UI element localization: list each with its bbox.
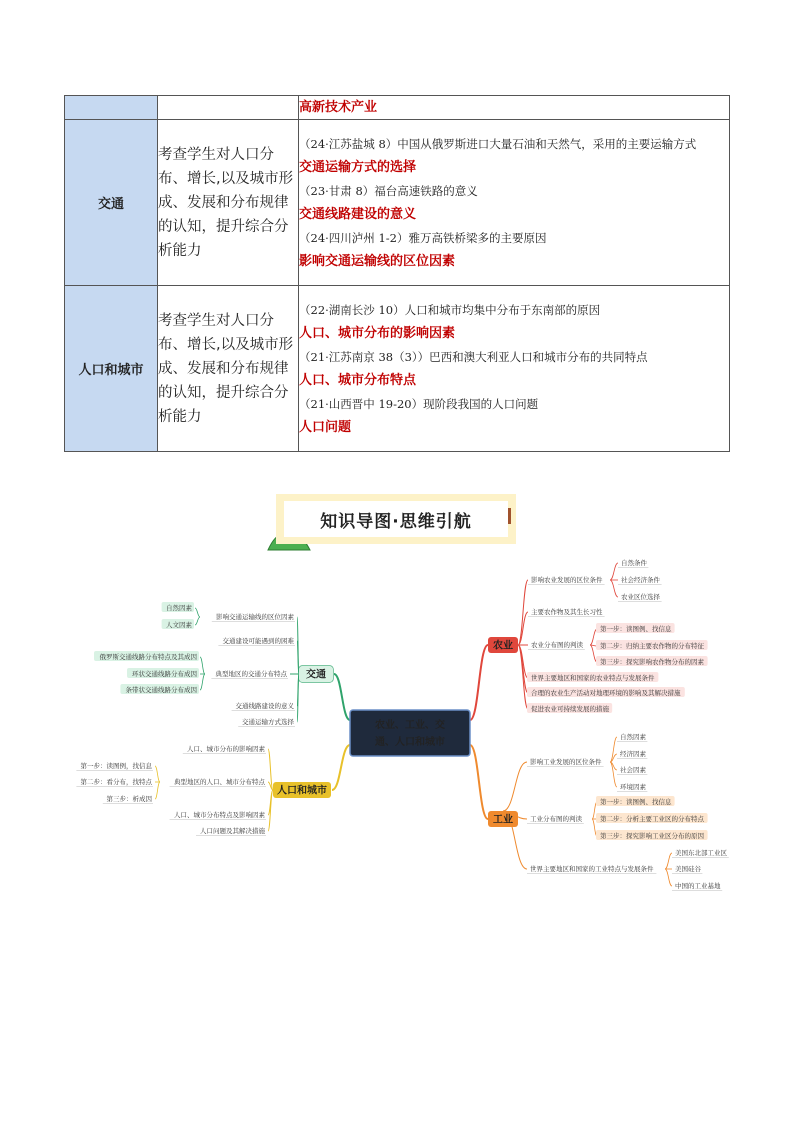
question-source: （22·湖南长沙 10）人口和城市均集中分布于东南部的原因 (299, 303, 601, 317)
agriculture-map-sub: 第三步：探究影响农作物分布的因素 (600, 658, 704, 666)
branch-agriculture-label: 农业 (493, 640, 513, 652)
agriculture-location-sub: 农业区位选择 (621, 593, 660, 601)
agriculture-location-sub: 自然条件 (621, 559, 647, 567)
industry-world-sub: 中国的工业基地 (675, 882, 721, 890)
industry-item: 工业分布图的判读 (530, 815, 582, 823)
table-row (65, 96, 730, 120)
agriculture-item: 促进农业可持续发展的措施 (531, 705, 609, 713)
agriculture-item: 农业分布图的判读 (531, 641, 583, 649)
branch-population-label: 人口和城市 (277, 785, 327, 797)
description-cell: 考查学生对人口分布、增长,以及城市形成、发展和分布规律的认知，提升综合分析能力 (158, 286, 299, 452)
industry-map-sub: 第一步：读图例、找信息 (600, 798, 672, 806)
transport-typical-sub: 俄罗斯交通线路分布特点及其成因 (99, 653, 197, 661)
industry-location-sub: 环境因素 (620, 783, 646, 791)
description-cell-empty (158, 96, 299, 120)
population-item: 人口问题及其解决措施 (200, 827, 265, 835)
knowledge-point: 交通线路建设的意义 (299, 207, 417, 222)
transport-item: 交通运输方式选择 (242, 718, 294, 726)
industry-location-sub: 经济因素 (620, 750, 646, 758)
agriculture-map-sub: 第二步：归纳主要农作物的分布特征 (600, 642, 704, 650)
knowledge-point: 高新技术产业 (299, 100, 378, 115)
population-item: 典型地区的人口、城市分布特点 (174, 778, 265, 786)
central-node (350, 710, 470, 756)
industry-map-sub: 第二步：分析主要工业区的分布特点 (600, 815, 704, 823)
question-source: （23·甘肃 8）福台高速铁路的意义 (299, 184, 478, 198)
industry-location-sub: 自然因素 (620, 733, 646, 741)
question-source: （24·四川泸州 1-2）雅万高铁桥梁多的主要原因 (299, 231, 547, 245)
agriculture-location-sub: 社会经济条件 (621, 576, 660, 584)
industry-item: 世界主要地区和国家的工业特点与发展条件 (530, 865, 654, 873)
industry-item: 影响工业发展的区位条件 (530, 758, 602, 766)
content-cell (299, 286, 730, 452)
transport-typical-sub: 条带状交通线路分布成因 (125, 686, 197, 694)
agriculture-item: 影响农业发展的区位条件 (531, 576, 603, 584)
category-cell: 人口和城市 (65, 286, 158, 452)
population-step-sub: 第三步：析成因 (106, 795, 152, 803)
transport-item: 典型地区的交通分布特点 (215, 670, 287, 678)
question-source: （24·江苏盐城 8）中国从俄罗斯进口大量石油和天然气，采用的主要运输方式 (299, 137, 697, 151)
population-step-sub: 第一步：读图例，找信息 (80, 762, 152, 770)
agriculture-item: 合理的农业生产活动对地理环境的影响及其解决措施 (531, 689, 681, 697)
section-title: 知识导图·思维引航 (320, 511, 472, 532)
population-item: 人口、城市分布的影响因素 (187, 745, 265, 753)
transport-item: 交通线路建设的意义 (235, 702, 294, 710)
branch-transport-label: 交通 (306, 669, 326, 681)
category-cell-empty (65, 96, 158, 120)
transport-factor-sub: 人文因素 (166, 621, 192, 629)
knowledge-point: 人口问题 (299, 420, 352, 435)
category-cell: 交通 (65, 120, 158, 286)
industry-map-sub: 第三步：探究影响工业区分布的原因 (600, 832, 704, 840)
knowledge-point: 人口、城市分布的影响因素 (299, 326, 456, 341)
agriculture-map-sub: 第一步：读图例、找信息 (600, 625, 672, 633)
question-source: （21·江苏南京 38（3））巴西和澳大利亚人口和城市分布的共同特点 (299, 350, 648, 364)
content-cell (299, 120, 730, 286)
branch-industry-label: 工业 (493, 814, 513, 826)
knowledge-point: 交通运输方式的选择 (299, 160, 417, 175)
question-source: （21·山西晋中 19-20）现阶段我国的人口问题 (299, 397, 539, 411)
exam-analysis-table (64, 95, 730, 452)
central-node-label: 农业、工业、交 (375, 720, 445, 731)
table-row (65, 120, 730, 286)
industry-world-sub: 美国硅谷 (675, 865, 701, 873)
central-node-label: 通、人口和城市 (375, 737, 445, 748)
transport-item: 交通建设可能遇到的困难 (222, 637, 294, 645)
mind-map (0, 540, 794, 910)
knowledge-point: 人口、城市分布特点 (299, 373, 417, 388)
population-item: 人口、城市分布特点及影响因素 (174, 811, 265, 819)
industry-world-sub: 美国东北部工业区 (675, 849, 727, 857)
transport-item: 影响交通运输线的区位因素 (216, 613, 294, 621)
transport-typical-sub: 环状交通线路分布成因 (132, 670, 197, 678)
title-accent-mark (508, 508, 511, 524)
section-title-banner (276, 494, 516, 544)
industry-location-sub: 社会因素 (620, 766, 646, 774)
table-row (65, 286, 730, 452)
mind-map-labels (81, 558, 728, 890)
knowledge-point: 影响交通运输线的区位因素 (299, 254, 456, 269)
content-cell (299, 96, 730, 120)
population-step-sub: 第二步：看分布，找特点 (80, 778, 152, 786)
agriculture-item: 主要农作物及其生长习性 (531, 608, 603, 616)
agriculture-item: 世界主要地区和国家的农业特点与发展条件 (531, 674, 655, 682)
transport-factor-sub: 自然因素 (166, 604, 192, 612)
description-cell: 考查学生对人口分布、增长,以及城市形成、发展和分布规律的认知，提升综合分析能力 (158, 120, 299, 286)
